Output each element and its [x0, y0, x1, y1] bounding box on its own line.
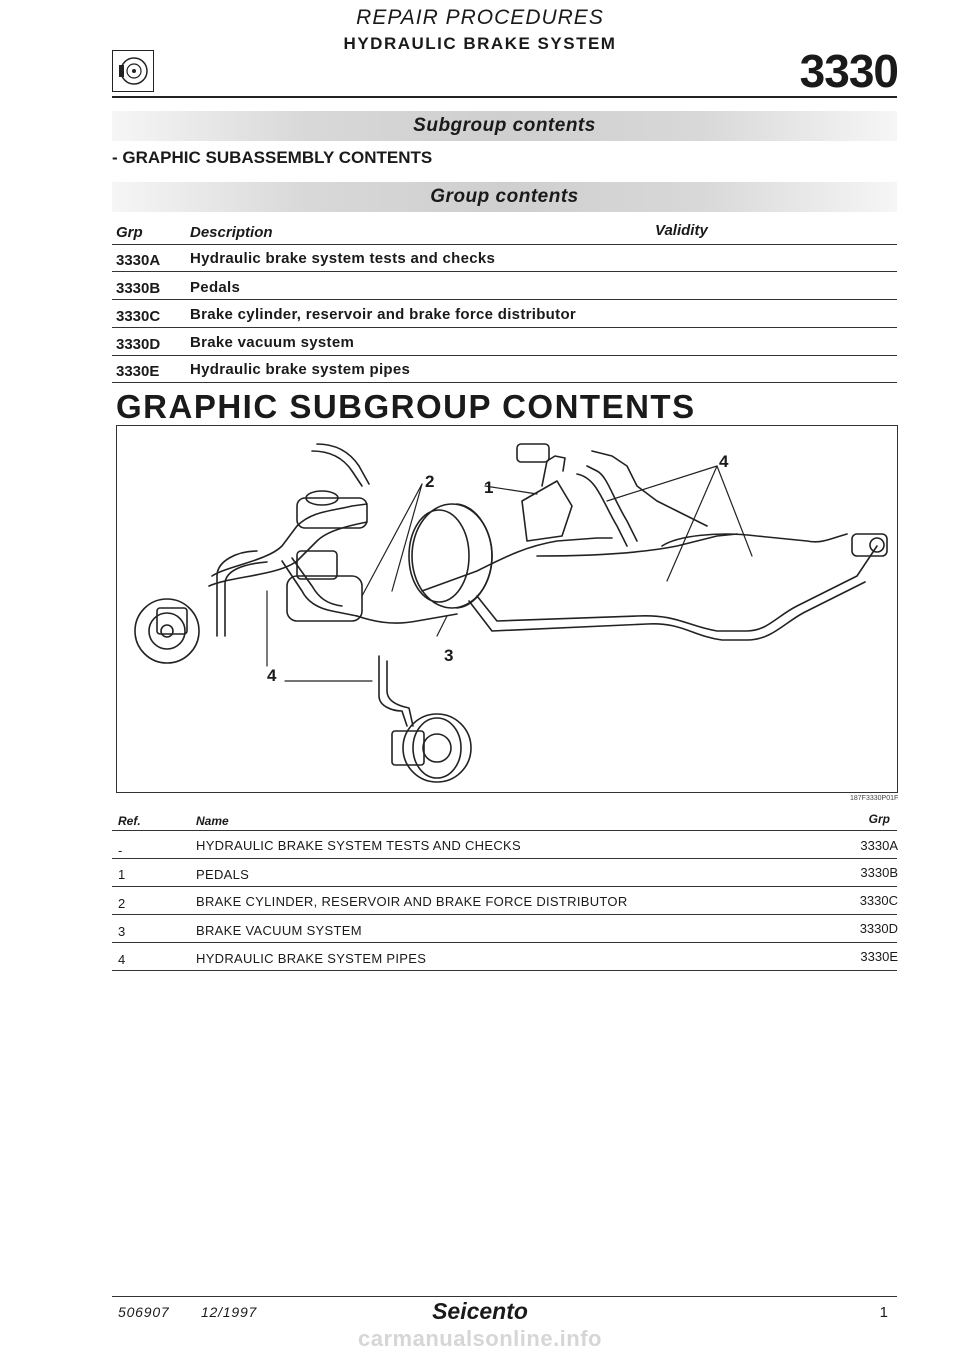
header-title: REPAIR PROCEDURES [356, 6, 604, 29]
ref-column-header: Ref. [118, 814, 141, 828]
ref-row-grp: 3330C [859, 893, 898, 908]
description-column-header: Description [190, 224, 273, 241]
ref-row-ref: 1 [118, 867, 126, 882]
table-rule [112, 382, 897, 383]
table-rule [112, 942, 897, 943]
ref-row-ref: - [118, 843, 123, 858]
table-rule [112, 830, 897, 831]
validity-column-header: Validity [655, 222, 708, 239]
group-row-description: Brake vacuum system [190, 334, 355, 351]
subgroup-contents-band: Subgroup contents [112, 111, 897, 141]
brake-disc-icon [112, 50, 154, 92]
ref-row-ref: 2 [118, 896, 126, 911]
table-rule [112, 355, 897, 356]
ref-row-name: HYDRAULIC BRAKE SYSTEM TESTS AND CHECKS [196, 838, 521, 853]
group-row-description: Brake cylinder, reservoir and brake force distributor [190, 306, 577, 323]
figure-code: 187F3330P01F [850, 795, 899, 802]
group-row-code: 3330A [116, 252, 161, 269]
table-rule [112, 271, 897, 272]
section-heading: - GRAPHIC SUBASSEMBLY CONTENTS [112, 148, 433, 167]
callout-1: 1 [484, 478, 494, 497]
doc-number: 506907 [118, 1304, 170, 1320]
header-subtitle: HYDRAULIC BRAKE SYSTEM [343, 34, 617, 53]
ref-row-name: PEDALS [196, 867, 250, 882]
grp-column-header: Grp [868, 812, 890, 826]
group-row-code: 3330C [116, 308, 161, 325]
doc-date: 12/1997 [200, 1304, 258, 1320]
group-row-code: 3330E [116, 363, 160, 380]
table-rule [112, 914, 897, 915]
ref-row-ref: 4 [118, 952, 126, 967]
table-rule [112, 299, 897, 300]
callout-4: 4 [719, 452, 729, 471]
ref-row-grp: 3330B [860, 865, 898, 880]
graphic-subgroup-title: GRAPHIC SUBGROUP CONTENTS [116, 388, 696, 425]
ref-row-name: BRAKE VACUUM SYSTEM [196, 923, 362, 938]
group-row-description: Hydraulic brake system pipes [190, 361, 411, 378]
brake-system-diagram [116, 425, 898, 793]
group-row-code: 3330B [116, 280, 161, 297]
callout-4: 4 [267, 666, 277, 685]
name-column-header: Name [196, 814, 229, 828]
table-rule [112, 970, 897, 971]
table-rule [112, 858, 897, 859]
group-row-description: Hydraulic brake system tests and checks [190, 250, 496, 267]
group-row-code: 3330D [116, 336, 161, 353]
callout-3: 3 [444, 646, 454, 665]
ref-row-grp: 3330D [859, 921, 898, 936]
ref-row-grp: 3330A [860, 838, 898, 853]
header-rule [112, 96, 897, 98]
grp-column-header: Grp [116, 224, 143, 241]
ref-row-grp: 3330E [860, 949, 898, 964]
group-row-description: Pedals [190, 279, 241, 296]
ref-row-name: HYDRAULIC BRAKE SYSTEM PIPES [196, 951, 427, 966]
table-rule [112, 886, 897, 887]
ref-row-name: BRAKE CYLINDER, RESERVOIR AND BRAKE FORCE DISTRIBUTOR [196, 894, 628, 909]
table-rule [112, 327, 897, 328]
watermark: carmanualsonline.info [358, 1326, 602, 1351]
brand-logo: Seicento [432, 1298, 528, 1324]
group-code: 3330 [799, 45, 898, 97]
group-contents-band: Group contents [112, 182, 897, 212]
table-rule [112, 244, 897, 245]
ref-row-ref: 3 [118, 924, 126, 939]
callout-2: 2 [425, 472, 435, 491]
page-number: 1 [879, 1304, 888, 1321]
footer-rule [112, 1296, 897, 1297]
